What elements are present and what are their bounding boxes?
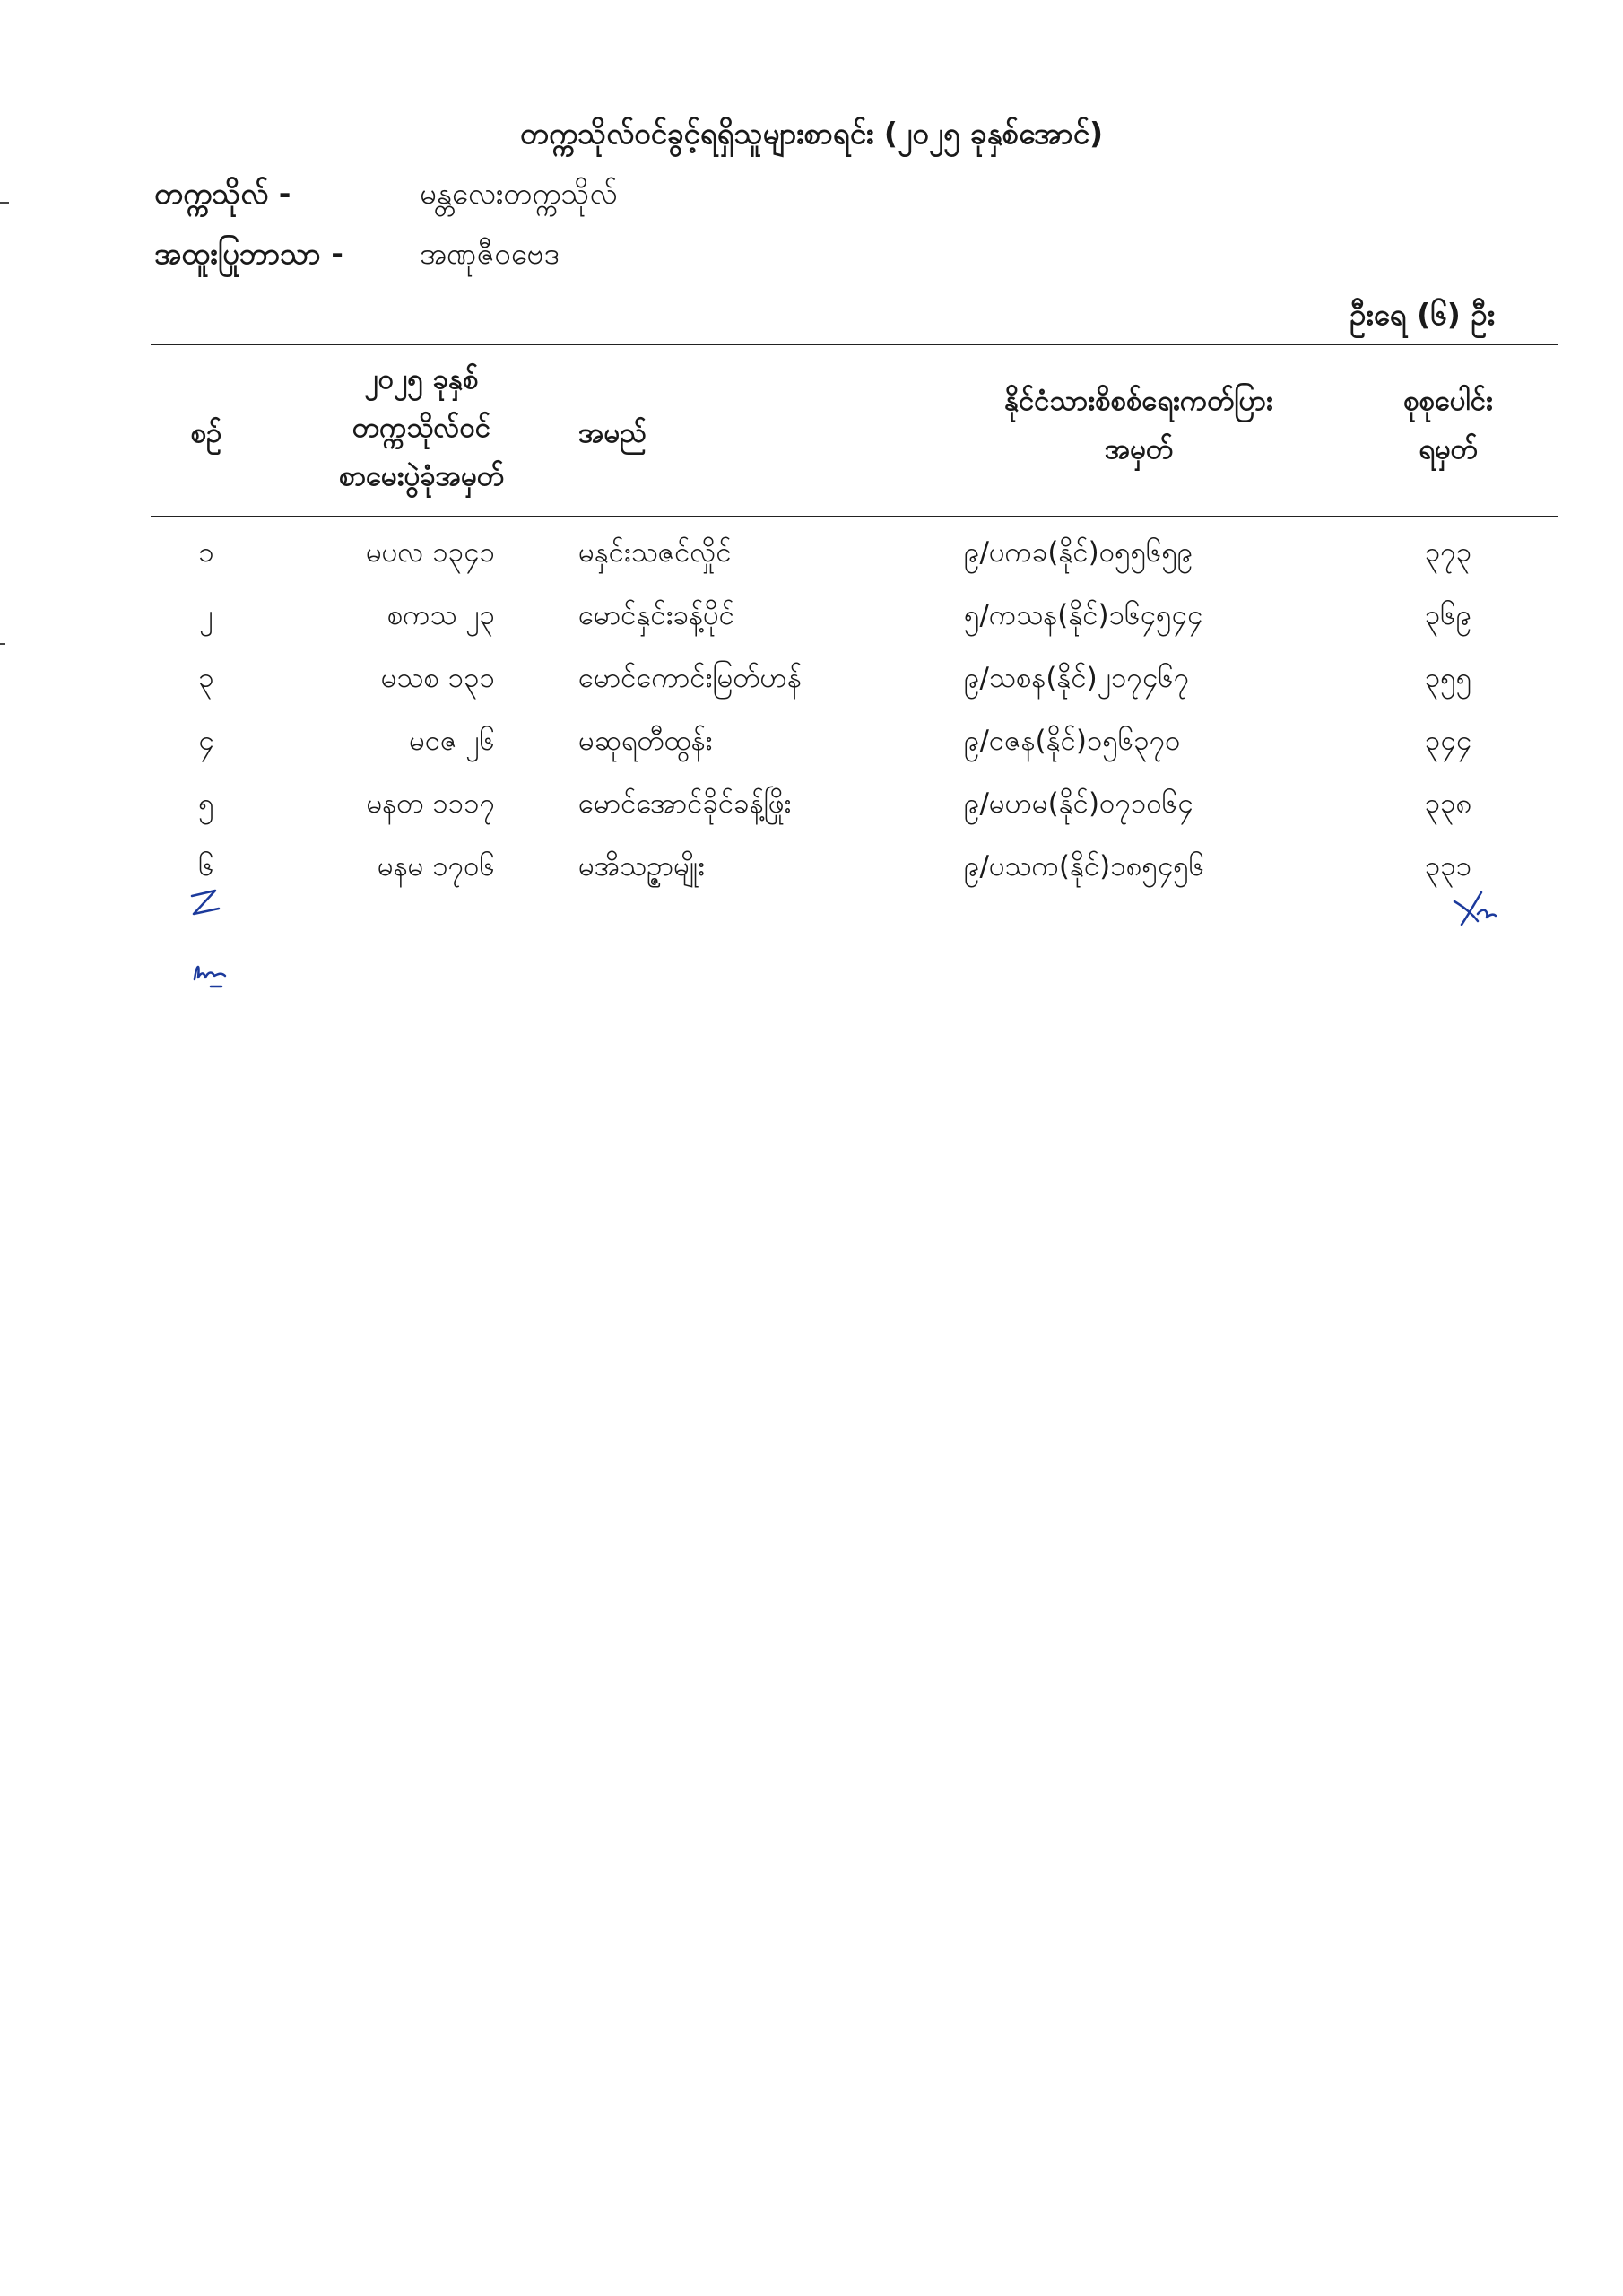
row-roll: မသစ ၁၃၁ bbox=[380, 662, 495, 694]
row-nrc: ၉/သစန(နိုင်)၂၁၇၄၆၇ bbox=[964, 662, 1190, 694]
handwritten-signature-mark-right bbox=[1442, 883, 1505, 937]
header-marks-line1: စုစုပေါင်း bbox=[1403, 385, 1493, 417]
row-nrc: ၉/ပကခ(နိုင်)၀၅၅၆၅၉ bbox=[964, 536, 1193, 569]
scan-edge-mark bbox=[0, 202, 9, 204]
university-value: မန္တလေးတက္ကသိုလ် bbox=[420, 176, 618, 211]
row-marks: ၃၆၉ bbox=[1424, 599, 1472, 631]
header-no: စဉ် bbox=[190, 417, 222, 449]
row-name: မောင်ကောင်းမြတ်ဟန် bbox=[578, 662, 802, 694]
row-name: မဆုရတီထွန်း bbox=[578, 725, 713, 757]
row-name: မအိသဉ္ဇာမျိုး bbox=[578, 850, 706, 883]
row-name: မောင်အောင်ခိုင်ခန့်ဖြိုး bbox=[578, 787, 792, 820]
handwritten-initial-mark bbox=[179, 883, 233, 928]
row-nrc: ၉/မဟမ(နိုင်)၀၇၁၀၆၄ bbox=[964, 787, 1193, 820]
row-no: ၆ bbox=[198, 850, 214, 883]
row-marks: ၃၇၃ bbox=[1424, 536, 1472, 569]
row-roll: မပလ ၁၃၄၁ bbox=[365, 536, 495, 569]
header-roll-line1: ၂၀၂၅ ခုနှစ် bbox=[364, 363, 479, 396]
header-roll-line3: စာမေးပွဲခုံအမှတ် bbox=[338, 460, 505, 492]
header-nrc-line2: အမှတ် bbox=[1104, 433, 1174, 465]
header-nrc bbox=[950, 377, 1327, 474]
row-nrc: ၅/ကသန(နိုင်)၁၆၄၅၄၄ bbox=[964, 599, 1203, 631]
row-roll: မနမ ၁၇၀၆ bbox=[377, 850, 495, 883]
row-no: ၂ bbox=[199, 599, 213, 631]
row-nrc: ၉/ငဇန(နိုင်)၁၅၆၃၇၀ bbox=[964, 725, 1181, 757]
major-label: အထူးပြုဘာသာ - bbox=[154, 236, 343, 271]
row-no: ၃ bbox=[198, 662, 214, 694]
row-marks: ၃၄၄ bbox=[1424, 725, 1472, 757]
header-marks bbox=[1354, 377, 1542, 474]
scan-edge-mark bbox=[0, 643, 5, 645]
major-value: အဏုဇီဝဗေဒ bbox=[420, 236, 560, 271]
header-marks-line2: ရမှတ် bbox=[1419, 433, 1478, 465]
header-roll-line2: တက္ကသိုလ်ဝင် bbox=[352, 412, 491, 444]
row-marks: ၃၃၈ bbox=[1424, 787, 1472, 820]
university-label: တက္ကသိုလ် - bbox=[154, 176, 291, 211]
row-name: မနှင်းသဇင်လှိုင် bbox=[578, 536, 732, 569]
handwritten-signature-mark bbox=[184, 951, 247, 996]
table-header-rule bbox=[151, 516, 1558, 517]
row-roll: စကသ ၂၃ bbox=[386, 599, 495, 631]
header-nrc-line1: နိုင်ငံသားစိစစ်ရေးကတ်ပြား bbox=[1004, 385, 1273, 417]
row-nrc: ၉/ပသက(နိုင်)၁၈၅၄၅၆ bbox=[964, 850, 1205, 883]
student-count: ဦးရေ (၆) ဦး bbox=[1350, 297, 1495, 332]
row-no: ၄ bbox=[198, 725, 214, 757]
row-no: ၁ bbox=[198, 536, 214, 569]
row-no: ၅ bbox=[198, 787, 214, 820]
header-name: အမည် bbox=[578, 417, 647, 449]
row-marks: ၃၃၁ bbox=[1424, 850, 1472, 883]
header-roll bbox=[296, 355, 547, 500]
row-roll: မငဇ ၂၆ bbox=[409, 725, 495, 757]
row-marks: ၃၅၅ bbox=[1424, 662, 1472, 694]
row-roll: မနတ ၁၁၁၇ bbox=[366, 787, 495, 820]
table-top-rule bbox=[151, 344, 1558, 345]
document-title: တက္ကသိုလ်ဝင်ခွင့်ရရှိသူများစာရင်း (၂၀၂၅ ခုနှစ်အောင်) bbox=[519, 116, 1104, 151]
row-name: မောင်နှင်းခန့်ပိုင် bbox=[578, 599, 734, 631]
